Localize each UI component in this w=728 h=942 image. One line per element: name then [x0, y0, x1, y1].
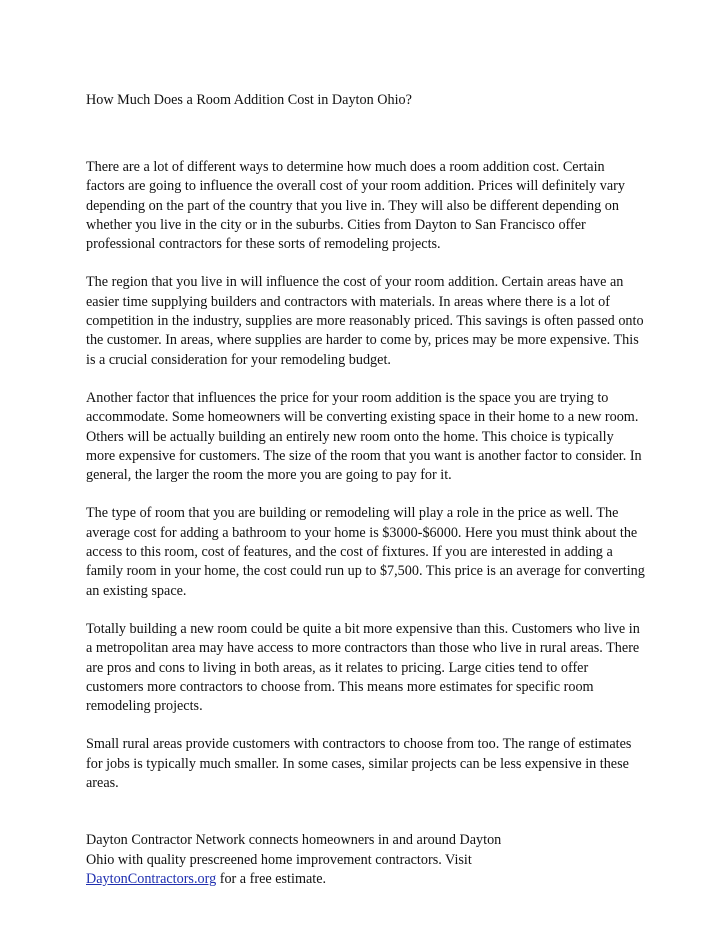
footer-line-3 [86, 870, 646, 889]
footer-line-3-suffix: for a free estimate. [216, 870, 327, 887]
paragraph-region: The region that you live in will influence the cost of your room addition. Certain areas have an easier time supplying builders and contractors with materials. In areas where there is a lot of competition in the industry, supplies are more reasonably priced. This savings is often passed onto the customer. In areas, where supplies are harder to come by, prices may be more expensive. This is a crucial consideration for your remodeling budget. [86, 274, 644, 368]
footer-line-2: Ohio with quality prescreened home improvement contractors. Visit [86, 851, 472, 868]
document-title: How Much Does a Room Addition Cost in Dayton Ohio? [86, 92, 412, 108]
paragraph-intro: There are a lot of different ways to determine how much does a room addition cost. Certain factors are going to influence the overall cost of your room addition. Prices will definitely vary depending on the part of the country that you live in. They will also be different depending on whether you live in the city or in the suburbs. Cities from Dayton to San Francisco offer professional contractors for these sorts of remodeling projects. [86, 159, 625, 253]
paragraph-new-room: Totally building a new room could be quite a bit more expensive than this. Customers who live in a metropolitan area may have access to more contractors than those who live in rural areas. There are pros and cons to living in both areas, as it relates to pricing. Large cities tend to offer customers more contractors to choose from. This means more estimates for specific room remodeling projects. [86, 620, 640, 715]
footer-line-1: Dayton Contractor Network connects homeowners in and around Dayton [86, 832, 502, 849]
paragraph-rural: Small rural areas provide customers with contractors to choose from too. The range of estimates for jobs is typically much smaller. In some cases, similar projects can be less expensive in these areas. [86, 736, 632, 792]
paragraph-space: Another factor that influences the price for your room addition is the space you are trying to accommodate. Some homeowners will be converting existing space in their home to a new room. Others will be actually building an entirely new room onto the home. This choice is typically more expensive for customers. The size of the room that you want is another factor to consider. In general, the larger the room the more you are going to pay for it. [86, 389, 642, 484]
paragraph-room-type: The type of room that you are building or remodeling will play a role in the price as well. The average cost for adding a bathroom to your home is $3000-$6000. Here you must think about the access to this room, cost of features, and the cost of fixtures. If you are interested in adding a family room in your home, the cost could run up to $7,500. This price is an average for converting an existing space. [86, 505, 645, 599]
dayton-contractors-link[interactable]: DaytonContractors.org [86, 870, 217, 887]
document-page [86, 90, 646, 889]
footer-note [86, 831, 646, 889]
